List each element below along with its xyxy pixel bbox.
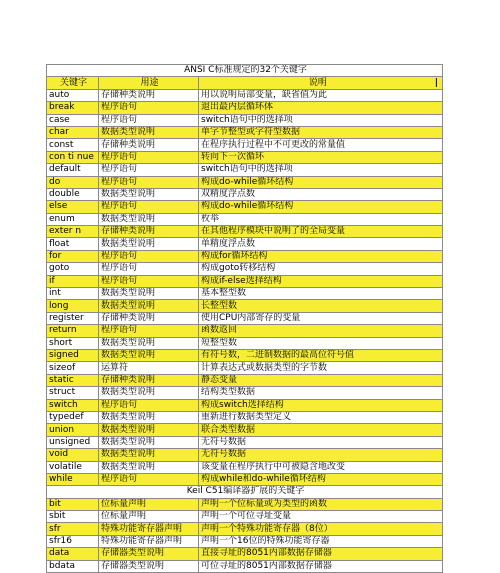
table-row: [47, 325, 443, 337]
cell-description: 构成do-while循环结构: [199, 176, 443, 188]
keyword-table: [46, 64, 443, 573]
cell-keyword: bit: [47, 498, 99, 510]
cell-keyword: static: [47, 374, 99, 386]
cell-usage: 程序语句: [99, 250, 199, 262]
section-title-row: [47, 486, 443, 498]
cell-usage: 数据类型说明: [99, 238, 199, 250]
cell-description: 函数返回: [199, 325, 443, 337]
table-row: [47, 250, 443, 262]
cell-keyword: return: [47, 325, 99, 337]
table-row: [47, 188, 443, 200]
cell-description: 静态变量: [199, 374, 443, 386]
cell-keyword: for: [47, 250, 99, 262]
cell-keyword: enum: [47, 213, 99, 225]
table-row: [47, 139, 443, 151]
table-title-row: [47, 65, 443, 77]
cell-keyword: typedef: [47, 411, 99, 423]
cell-usage: 存储种类说明: [99, 226, 199, 238]
cell-keyword: sizeof: [47, 362, 99, 374]
cell-usage: 数据类型说明: [99, 436, 199, 448]
cell-keyword: volatile: [47, 461, 99, 473]
cell-usage: 程序语句: [99, 201, 199, 213]
cell-keyword: else: [47, 201, 99, 213]
cell-keyword: if: [47, 275, 99, 287]
cell-description: 无符号数据: [199, 436, 443, 448]
header-usage: 用途: [99, 77, 199, 89]
table-row: [47, 535, 443, 547]
cell-usage: 数据类型说明: [99, 424, 199, 436]
table-row: [47, 288, 443, 300]
cell-usage: 程序语句: [99, 151, 199, 163]
table-row: [47, 201, 443, 213]
cell-usage: 存储种类说明: [99, 89, 199, 101]
cell-description: 长整型数: [199, 300, 443, 312]
cell-usage: 存储器类型说明: [99, 548, 199, 560]
cell-description: 声明一个位标量或为类型的函数: [199, 498, 443, 510]
cell-description: 构成do-while循环结构: [199, 201, 443, 213]
cell-usage: 程序语句: [99, 102, 199, 114]
table-row: [47, 263, 443, 275]
table-row: [47, 362, 443, 374]
cell-keyword: void: [47, 449, 99, 461]
table-row: [47, 164, 443, 176]
cell-keyword: struct: [47, 387, 99, 399]
cell-usage: 程序语句: [99, 114, 199, 126]
cell-usage: 数据类型说明: [99, 449, 199, 461]
cell-keyword: const: [47, 139, 99, 151]
table-row: [47, 238, 443, 250]
cell-keyword: double: [47, 188, 99, 200]
cell-description: 构成for循环结构: [199, 250, 443, 262]
text-cursor-icon: |: [434, 77, 438, 88]
cell-description: 声明一个16位的特殊功能寄存器: [199, 535, 443, 547]
cell-keyword: sbit: [47, 511, 99, 523]
cell-description: switch语句中的选择项: [199, 114, 443, 126]
table-row: [47, 424, 443, 436]
cell-keyword: do: [47, 176, 99, 188]
table-row: [47, 312, 443, 324]
cell-description: 构成if-else选择结构: [199, 275, 443, 287]
cell-usage: 特殊功能寄存器声明: [99, 535, 199, 547]
cell-description: 无符号数据: [199, 449, 443, 461]
cell-description: 枚举: [199, 213, 443, 225]
cell-description: 直接寻址的8051内部数据存储器: [199, 548, 443, 560]
cell-usage: 程序语句: [99, 164, 199, 176]
table-row: [47, 511, 443, 523]
table-row: [47, 548, 443, 560]
cell-usage: 程序语句: [99, 325, 199, 337]
cell-keyword: unsigned: [47, 436, 99, 448]
cell-description: 在其他程序模块中说明了的全局变量: [199, 226, 443, 238]
table-row: [47, 126, 443, 138]
cell-keyword: case: [47, 114, 99, 126]
cell-usage: 程序语句: [99, 399, 199, 411]
header-keyword: 关键字: [47, 77, 99, 89]
cell-keyword: register: [47, 312, 99, 324]
cell-usage: 数据类型说明: [99, 300, 199, 312]
cell-keyword: char: [47, 126, 99, 138]
cell-keyword: goto: [47, 263, 99, 275]
table-title: ANSI C标准规定的32个关键字: [47, 65, 443, 77]
table-row: [47, 226, 443, 238]
cell-usage: 程序语句: [99, 275, 199, 287]
cell-keyword: auto: [47, 89, 99, 101]
cell-keyword: default: [47, 164, 99, 176]
cell-description: 声明一个特殊功能寄存器（8位）: [199, 523, 443, 535]
cell-description: 联合类型数据: [199, 424, 443, 436]
cell-description: 转向下一次循环: [199, 151, 443, 163]
cell-keyword: long: [47, 300, 99, 312]
cell-description: 用以说明局部变量，缺省值为此: [199, 89, 443, 101]
table-row: [47, 300, 443, 312]
header-description-label: 说明: [308, 77, 327, 88]
cell-keyword: break: [47, 102, 99, 114]
cell-description: 退出最内层循环体: [199, 102, 443, 114]
table-row: [47, 114, 443, 126]
cell-description: 构成while和do-while循环结构: [199, 473, 443, 485]
cell-description: 在程序执行过程中不可更改的常量值: [199, 139, 443, 151]
cell-keyword: con ti nue: [47, 151, 99, 163]
table-row: [47, 523, 443, 535]
table-row: [47, 349, 443, 361]
cell-description: 使用CPU内部寄存的变量: [199, 312, 443, 324]
cell-description: 基本整型数: [199, 288, 443, 300]
cell-usage: 数据类型说明: [99, 411, 199, 423]
cell-keyword: switch: [47, 399, 99, 411]
cell-usage: 数据类型说明: [99, 288, 199, 300]
cell-usage: 特殊功能寄存器声明: [99, 523, 199, 535]
cell-description: 有符号数，二进制数据的最高位符号值: [199, 349, 443, 361]
table-row: [47, 176, 443, 188]
cell-description: 构成switch选择结构: [199, 399, 443, 411]
table-header-row: [47, 77, 443, 89]
cell-usage: 数据类型说明: [99, 349, 199, 361]
cell-usage: 运算符: [99, 362, 199, 374]
table-row: [47, 275, 443, 287]
cell-usage: 数据类型说明: [99, 337, 199, 349]
cell-keyword: exter n: [47, 226, 99, 238]
table-row: [47, 498, 443, 510]
header-description: [199, 77, 443, 89]
cell-keyword: short: [47, 337, 99, 349]
cell-description: 单字节整型或字符型数据: [199, 126, 443, 138]
cell-usage: 存储器类型说明: [99, 560, 199, 572]
cell-keyword: data: [47, 548, 99, 560]
keyword-table-sheet: [46, 64, 442, 573]
cell-description: 计算表达式或数据类型的字节数: [199, 362, 443, 374]
cell-usage: 程序语句: [99, 176, 199, 188]
cell-keyword: float: [47, 238, 99, 250]
cell-usage: 位标量声明: [99, 498, 199, 510]
cell-usage: 数据类型说明: [99, 188, 199, 200]
section-title: Keil C51编译器扩展的关键字: [47, 486, 443, 498]
cell-usage: 位标量声明: [99, 511, 199, 523]
cell-description: 短整型数: [199, 337, 443, 349]
table-row: [47, 102, 443, 114]
table-row: [47, 213, 443, 225]
cell-description: 构成goto转移结构: [199, 263, 443, 275]
table-row: [47, 411, 443, 423]
table-row: [47, 374, 443, 386]
cell-usage: 程序语句: [99, 473, 199, 485]
table-row: [47, 89, 443, 101]
cell-usage: 数据类型说明: [99, 461, 199, 473]
cell-usage: 程序语句: [99, 263, 199, 275]
cell-keyword: int: [47, 288, 99, 300]
cell-keyword: bdata: [47, 560, 99, 572]
table-row: [47, 560, 443, 572]
cell-description: 单精度浮点数: [199, 238, 443, 250]
cell-usage: 存储种类说明: [99, 312, 199, 324]
table-row: [47, 399, 443, 411]
table-row: [47, 387, 443, 399]
cell-description: switch语句中的选择项: [199, 164, 443, 176]
cell-keyword: signed: [47, 349, 99, 361]
table-row: [47, 461, 443, 473]
cell-keyword: union: [47, 424, 99, 436]
cell-usage: 数据类型说明: [99, 213, 199, 225]
cell-description: 结构类型数据: [199, 387, 443, 399]
cell-description: 该变量在程序执行中可被隐含地改变: [199, 461, 443, 473]
cell-usage: 数据类型说明: [99, 387, 199, 399]
table-row: [47, 449, 443, 461]
cell-keyword: sfr: [47, 523, 99, 535]
cell-description: 可位寻址的8051内部数据存储器: [199, 560, 443, 572]
cell-description: 重新进行数据类型定义: [199, 411, 443, 423]
table-row: [47, 436, 443, 448]
cell-keyword: while: [47, 473, 99, 485]
table-row: [47, 473, 443, 485]
table-row: [47, 151, 443, 163]
cell-usage: 存储种类说明: [99, 139, 199, 151]
cell-usage: 数据类型说明: [99, 126, 199, 138]
cell-usage: 存储种类说明: [99, 374, 199, 386]
cell-description: 双精度浮点数: [199, 188, 443, 200]
cell-description: 声明一个可位寻址变量: [199, 511, 443, 523]
cell-keyword: sfr16: [47, 535, 99, 547]
table-row: [47, 337, 443, 349]
